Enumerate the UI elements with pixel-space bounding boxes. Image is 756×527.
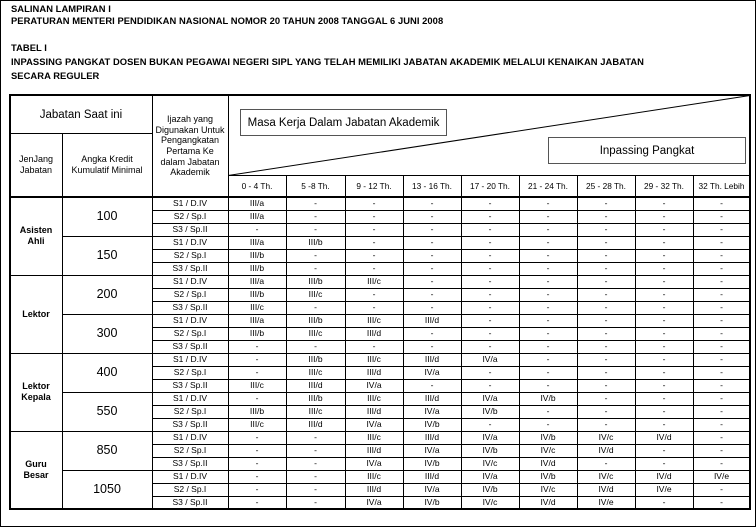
pangkat-cell: - [430,198,434,208]
pangkat-cell: IV/a [482,354,498,364]
pangkat-cell: - [604,354,608,364]
pangkat-cell: - [488,315,492,325]
pangkat-cell: - [604,224,608,234]
credit-group-divider [62,392,750,393]
pangkat-cell: - [604,302,608,312]
pangkat-cell: IV/a [482,393,498,403]
pangkat-cell: III/a [249,276,265,286]
pangkat-cell: III/d [366,328,382,338]
pangkat-cell: - [430,328,434,338]
period-header: 5 -8 Th. [301,181,330,191]
pangkat-cell: - [488,328,492,338]
jenjang-name: Lektor Kepala [21,381,51,402]
pangkat-cell: IV/a [366,419,382,429]
pangkat-cell: - [720,484,723,494]
pangkat-cell: - [372,224,376,234]
pangkat-cell: - [488,250,492,260]
pangkat-cell: - [546,198,550,208]
pangkat-cell: - [430,250,434,260]
pangkat-cell: - [662,380,666,390]
pangkat-cell: III/a [249,237,265,247]
pangkat-cell: - [546,224,550,234]
angka-kredit-value: 550 [96,404,118,419]
pangkat-cell: - [662,419,666,429]
pangkat-cell: III/c [367,276,381,286]
ijazah-cell: S2 / Sp.I [173,367,207,377]
col-divider-angka [62,431,63,509]
pangkat-cell: - [604,328,608,338]
pangkat-cell: - [430,341,434,351]
pangkat-cell: - [604,250,608,260]
pangkat-cell: - [662,406,666,416]
ijazah-cell: S3 / Sp.II [172,263,208,273]
pangkat-cell: - [720,497,723,507]
ijazah-cell: S3 / Sp.II [172,302,208,312]
pangkat-cell: - [488,367,492,377]
jenjang-group-divider [10,275,750,276]
pangkat-cell: - [662,367,666,377]
pangkat-cell: III/d [366,484,382,494]
pangkat-cell: - [430,211,434,221]
pangkat-cell: IV/a [366,380,382,390]
pangkat-cell: - [314,198,317,208]
pangkat-cell: - [546,341,550,351]
pangkat-cell: - [604,263,608,273]
pangkat-cell: IV/b [540,393,556,403]
ijazah-cell: S3 / Sp.II [172,497,208,507]
ijazah-header: Ijazah yang Digunakan Untuk Pengangkatan Pertama Ke dalam Jabatan Akademik [155,114,225,178]
ijazah-cell: S1 / D.IV [172,315,207,325]
pangkat-cell: III/d [308,380,323,390]
pangkat-cell: - [314,497,317,507]
pangkat-cell: - [430,289,434,299]
pangkat-cell: - [314,263,317,273]
pangkat-cell: - [488,237,492,247]
pangkat-cell: - [546,315,550,325]
pangkat-cell: - [430,224,434,234]
pangkat-cell: IV/b [482,484,498,494]
pangkat-cell: - [604,198,608,208]
ijazah-cell: S2 / Sp.I [173,445,207,455]
pangkat-cell: III/c [367,471,381,481]
pangkat-cell: III/d [424,393,440,403]
pangkat-cell: III/d [366,406,382,416]
pangkat-cell: IV/b [540,432,556,442]
pangkat-cell: - [662,250,666,260]
pangkat-cell: - [662,458,666,468]
pangkat-cell: IV/c [598,471,614,481]
pangkat-cell: - [604,367,608,377]
pangkat-cell: III/c [308,406,323,416]
pangkat-cell: IV/c [482,458,498,468]
pangkat-cell: IV/e [713,471,730,481]
pangkat-cell: - [604,406,608,416]
pangkat-cell: III/c [250,380,264,390]
pangkat-cell: IV/c [598,432,614,442]
pangkat-cell: - [720,276,723,286]
ijazah-cell: S2 / Sp.I [173,328,207,338]
period-header: 0 - 4 Th. [241,181,273,191]
pangkat-cell: III/c [250,419,264,429]
pangkat-cell: - [662,497,666,507]
ijazah-cell: S2 / Sp.I [173,250,207,260]
pangkat-cell: - [314,445,317,455]
pangkat-cell: IV/a [424,406,440,416]
pangkat-cell: III/b [249,263,265,273]
pangkat-cell: - [546,289,550,299]
jabatan-saat-ini-header: Jabatan Saat ini [39,109,123,122]
pangkat-cell: III/c [367,315,381,325]
pangkat-cell: IV/c [540,445,556,455]
ijazah-cell: S1 / D.IV [172,237,207,247]
ijazah-cell: S1 / D.IV [172,393,207,403]
pangkat-cell: - [720,198,723,208]
pangkat-cell: IV/b [482,445,498,455]
ijazah-cell: S3 / Sp.II [172,419,208,429]
pangkat-cell: III/c [367,432,381,442]
pangkat-cell: - [604,211,608,221]
pangkat-cell: - [546,406,550,416]
pangkat-cell: - [720,289,723,299]
pangkat-cell: - [662,302,666,312]
jenjang-name: Lektor [22,308,50,319]
doc-header-line-2: PERATURAN MENTERI PENDIDIKAN NASIONAL NOMOR 20 TAHUN 2008 TANGGAL 6 JUNI 2008 [11,15,444,26]
pangkat-cell: III/b [308,393,323,403]
pangkat-cell: - [430,276,434,286]
pangkat-cell: III/c [308,367,323,377]
pangkat-cell: - [430,302,434,312]
pangkat-cell: IV/b [424,497,440,507]
pangkat-cell: - [720,432,723,442]
pangkat-cell: - [255,484,259,494]
pangkat-cell: III/b [249,328,265,338]
pangkat-cell: - [720,406,723,416]
credit-group-divider [62,470,750,471]
ijazah-cell: S2 / Sp.I [173,211,207,221]
pangkat-cell: - [255,497,259,507]
pangkat-cell: - [255,393,259,403]
pangkat-cell: IV/a [424,367,440,377]
pangkat-cell: III/c [308,289,323,299]
credit-group-divider [62,314,750,315]
pangkat-cell: - [255,224,259,234]
pangkat-cell: - [604,380,608,390]
pangkat-cell: - [662,276,666,286]
period-header: 17 - 20 Th. [470,181,510,191]
pangkat-cell: - [720,367,723,377]
pangkat-cell: III/d [366,445,382,455]
pangkat-cell: III/b [308,276,323,286]
angka-kredit-value: 200 [96,287,118,302]
pangkat-cell: IV/e [598,497,614,507]
angka-kredit-value: 850 [96,443,118,458]
pangkat-cell: - [720,380,723,390]
pangkat-cell: - [662,289,666,299]
pangkat-cell: - [546,211,550,221]
pangkat-cell: - [662,224,666,234]
pangkat-cell: IV/d [656,432,672,442]
pangkat-cell: III/d [424,432,440,442]
ijazah-cell: S2 / Sp.I [173,484,207,494]
pangkat-cell: - [488,198,492,208]
pangkat-cell: III/b [308,237,323,247]
ijazah-cell: S1 / D.IV [172,354,207,364]
ijazah-cell: S2 / Sp.I [173,289,207,299]
pangkat-cell: IV/b [424,458,440,468]
pangkat-cell: - [720,263,723,273]
pangkat-cell: - [720,315,723,325]
doc-header-line-3: TABEL I [11,42,47,53]
pangkat-cell: - [488,289,492,299]
pangkat-cell: - [488,341,492,351]
pangkat-cell: - [314,432,317,442]
pangkat-cell: - [314,250,317,260]
jenjang-name: Guru Besar [23,459,49,480]
pangkat-cell: - [720,328,723,338]
angka-kredit-value: 400 [96,365,118,380]
pangkat-cell: - [604,315,608,325]
pangkat-cell: - [720,250,723,260]
pangkat-cell: - [430,237,434,247]
pangkat-cell: - [662,445,666,455]
pangkat-cell: IV/b [540,471,556,481]
ijazah-cell: S1 / D.IV [172,198,207,208]
pangkat-cell: - [255,458,259,468]
pangkat-cell: - [255,445,259,455]
angka-kredit-value: 300 [96,326,118,341]
pangkat-cell: IV/e [656,484,672,494]
pangkat-cell: - [546,380,550,390]
pangkat-cell: - [662,341,666,351]
pangkat-cell: III/d [424,471,440,481]
inpassing-pangkat-label: Inpassing Pangkat [548,137,746,164]
pangkat-cell: - [546,354,550,364]
pangkat-cell: - [488,419,492,429]
pangkat-cell: - [546,419,550,429]
table-border-top [9,94,751,96]
pangkat-cell: - [546,263,550,273]
pangkat-cell: - [604,419,608,429]
pangkat-cell: III/a [249,198,265,208]
ijazah-cell: S1 / D.IV [172,471,207,481]
pangkat-cell: - [372,250,376,260]
pangkat-cell: III/b [249,406,265,416]
jenjang-group-divider [10,431,750,432]
pangkat-cell: - [720,237,723,247]
pangkat-cell: III/d [308,419,323,429]
pangkat-cell: - [662,237,666,247]
pangkat-cell: - [488,302,492,312]
ijazah-cell: S3 / Sp.II [172,341,208,351]
pangkat-cell: III/d [424,315,440,325]
pangkat-cell: - [314,471,317,481]
col-divider-angka [62,197,63,275]
pangkat-cell: - [546,276,550,286]
jenjang-jabatan-header: JenJang Jabatan [18,154,54,175]
pangkat-cell: - [662,198,666,208]
angka-kredit-value: 1050 [93,482,121,497]
ijazah-cell: S3 / Sp.II [172,458,208,468]
pangkat-cell: IV/d [598,445,614,455]
header-divider-periods [228,175,750,176]
pangkat-cell: - [662,328,666,338]
pangkat-cell: - [662,263,666,273]
ijazah-cell: S3 / Sp.II [172,224,208,234]
pangkat-cell: - [255,432,259,442]
pangkat-cell: - [314,341,317,351]
pangkat-cell: III/c [367,354,381,364]
pangkat-cell: - [720,302,723,312]
masa-kerja-label: Masa Kerja Dalam Jabatan Akademik [240,109,447,136]
pangkat-cell: - [604,458,608,468]
pangkat-cell: IV/d [598,484,614,494]
pangkat-cell: III/c [367,393,381,403]
col-divider-angka [62,353,63,431]
pangkat-cell: III/b [249,289,265,299]
pangkat-cell: - [314,458,317,468]
pangkat-cell: - [604,341,608,351]
pangkat-cell: - [720,341,723,351]
pangkat-cell: - [255,471,259,481]
pangkat-cell: III/c [250,302,264,312]
pangkat-cell: - [255,354,259,364]
pangkat-cell: - [546,328,550,338]
pangkat-cell: - [255,341,259,351]
pangkat-cell: - [314,224,317,234]
pangkat-cell: IV/a [366,458,382,468]
period-header: 25 - 28 Th. [586,181,626,191]
pangkat-cell: - [604,393,608,403]
ijazah-cell: S1 / D.IV [172,432,207,442]
pangkat-cell: IV/a [366,497,382,507]
pangkat-cell: IV/a [424,484,440,494]
pangkat-cell: - [372,302,376,312]
jenjang-name: Asisten Ahli [19,225,53,246]
pangkat-cell: - [488,380,492,390]
pangkat-cell: III/c [308,328,323,338]
period-header: 9 - 12 Th. [356,181,392,191]
pangkat-cell: - [372,289,376,299]
ijazah-cell: S3 / Sp.II [172,380,208,390]
pangkat-cell: - [314,211,317,221]
pangkat-cell: IV/a [482,471,498,481]
pangkat-cell: - [720,211,723,221]
pangkat-cell: - [372,237,376,247]
pangkat-cell: - [720,458,723,468]
pangkat-cell: - [372,263,376,273]
pangkat-cell: - [662,211,666,221]
pangkat-cell: IV/c [540,484,556,494]
pangkat-cell: - [720,224,723,234]
pangkat-cell: - [662,354,666,364]
doc-header-line-5: SECARA REGULER [11,70,100,81]
period-header: 32 Th. Lebih [698,181,745,191]
pangkat-cell: III/b [249,250,265,260]
ijazah-cell: S1 / D.IV [172,276,207,286]
angka-kredit-header: Angka Kredit Kumulatif Minimal [71,154,143,175]
pangkat-cell: - [604,289,608,299]
pangkat-cell: IV/d [656,471,672,481]
period-header: 21 - 24 Th. [528,181,568,191]
pangkat-cell: IV/d [540,497,556,507]
col-divider-angka [62,275,63,353]
period-header: 13 - 16 Th. [412,181,452,191]
pangkat-cell: - [430,380,434,390]
pangkat-cell: III/d [366,367,382,377]
pangkat-cell: - [546,237,550,247]
angka-kredit-value: 150 [96,248,118,263]
pangkat-cell: - [662,315,666,325]
pangkat-cell: - [488,224,492,234]
ijazah-cell: S2 / Sp.I [173,406,207,416]
period-header: 29 - 32 Th. [644,181,684,191]
pangkat-cell: - [430,263,434,273]
pangkat-cell: - [720,445,723,455]
doc-header-line-1: SALINAN LAMPIRAN I [11,3,111,14]
pangkat-cell: - [604,237,608,247]
pangkat-cell: IV/b [482,406,498,416]
pangkat-cell: - [720,419,723,429]
pangkat-cell: - [488,263,492,273]
credit-group-divider [62,236,750,237]
pangkat-cell: - [662,393,666,403]
doc-header-line-4: INPASSING PANGKAT DOSEN BUKAN PEGAWAI NEGERI SIPL YANG TELAH MEMILIKI JABATAN AKADEMIK MELALUI KENAIKAN JABATAN [11,56,644,67]
pangkat-cell: III/a [249,315,265,325]
pangkat-cell: - [546,367,550,377]
pangkat-cell: - [255,367,259,377]
pangkat-cell: IV/c [482,497,498,507]
pangkat-cell: - [546,302,550,312]
pangkat-cell: - [604,276,608,286]
jenjang-group-divider [10,353,750,354]
pangkat-cell: - [720,354,723,364]
pangkat-cell: - [314,484,317,494]
pangkat-cell: - [546,250,550,260]
pangkat-cell: III/b [308,354,323,364]
pangkat-cell: IV/b [424,419,440,429]
pangkat-cell: IV/a [424,445,440,455]
angka-kredit-value: 100 [96,209,118,224]
pangkat-cell: - [488,211,492,221]
pangkat-cell: - [372,211,376,221]
pangkat-cell: - [314,302,317,312]
pangkat-cell: - [488,276,492,286]
pangkat-cell: - [372,341,376,351]
pangkat-cell: III/a [249,211,265,221]
pangkat-cell: III/d [424,354,440,364]
pangkat-cell: IV/a [482,432,498,442]
pangkat-cell: - [720,393,723,403]
pangkat-cell: IV/d [540,458,556,468]
pangkat-cell: III/b [308,315,323,325]
pangkat-cell: - [372,198,376,208]
